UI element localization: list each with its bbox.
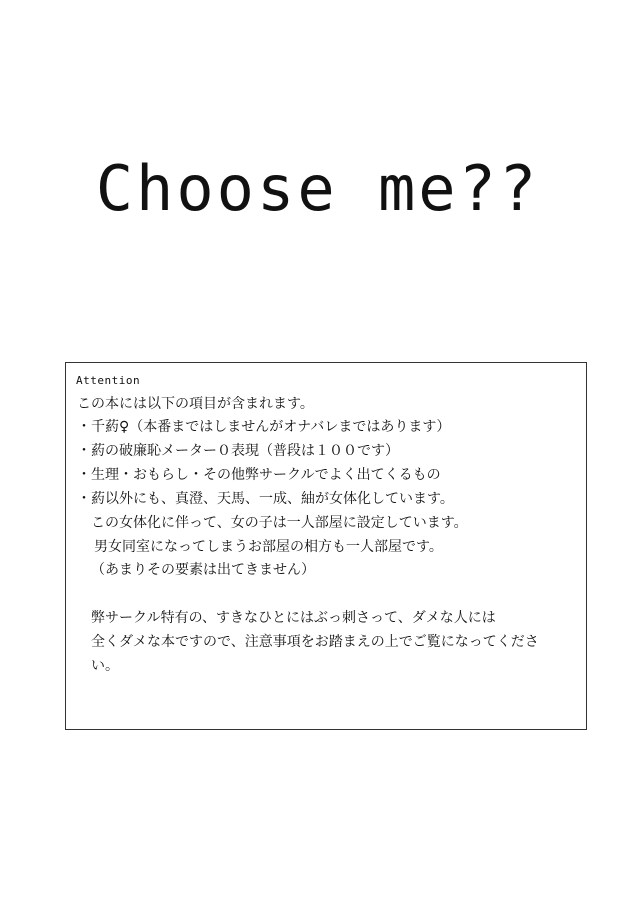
notice-box: [65, 362, 587, 730]
notice-item-1: [77, 418, 450, 436]
notice-item-text: 生理・おもらし・その他弊サークルでよく出てくるもの: [91, 467, 441, 483]
notice-item-2: [77, 442, 399, 460]
notice-closing-2: 全くダメな本ですので、注意事項をお踏まえの上でご覧になってくださ: [91, 634, 539, 650]
notice-closing-3: い。: [91, 658, 119, 674]
notice-heading: Attention: [76, 374, 141, 387]
notice-item-4: [77, 490, 454, 508]
notice-item-3: [77, 466, 441, 484]
notice-item-text: 葯以外にも、真澄、天馬、一成、紬が女体化しています。: [91, 491, 454, 507]
bullet: ・: [77, 443, 91, 459]
notice-note-1: この女体化に伴って、女の子は一人部屋に設定しています。: [91, 515, 468, 531]
bullet: ・: [77, 491, 91, 507]
title: Choose me??: [95, 152, 540, 225]
notice-intro: この本には以下の項目が含まれます。: [77, 396, 314, 412]
notice-note-3: （あまりその要素は出てきません）: [91, 562, 315, 578]
notice-item-text: 千葯♀（本番まではしませんがオナバレまではあります）: [91, 419, 451, 435]
bullet: ・: [77, 467, 91, 483]
notice-note-2: 男女同室になってしまうお部屋の相方も一人部屋です。: [94, 539, 443, 555]
notice-closing-1: 弊サークル特有の、すきなひとにはぶっ刺さって、ダメな人には: [91, 610, 496, 626]
bullet: ・: [77, 419, 91, 435]
notice-item-text: 葯の破廉恥メーター０表現（普段は１００です）: [91, 443, 399, 459]
